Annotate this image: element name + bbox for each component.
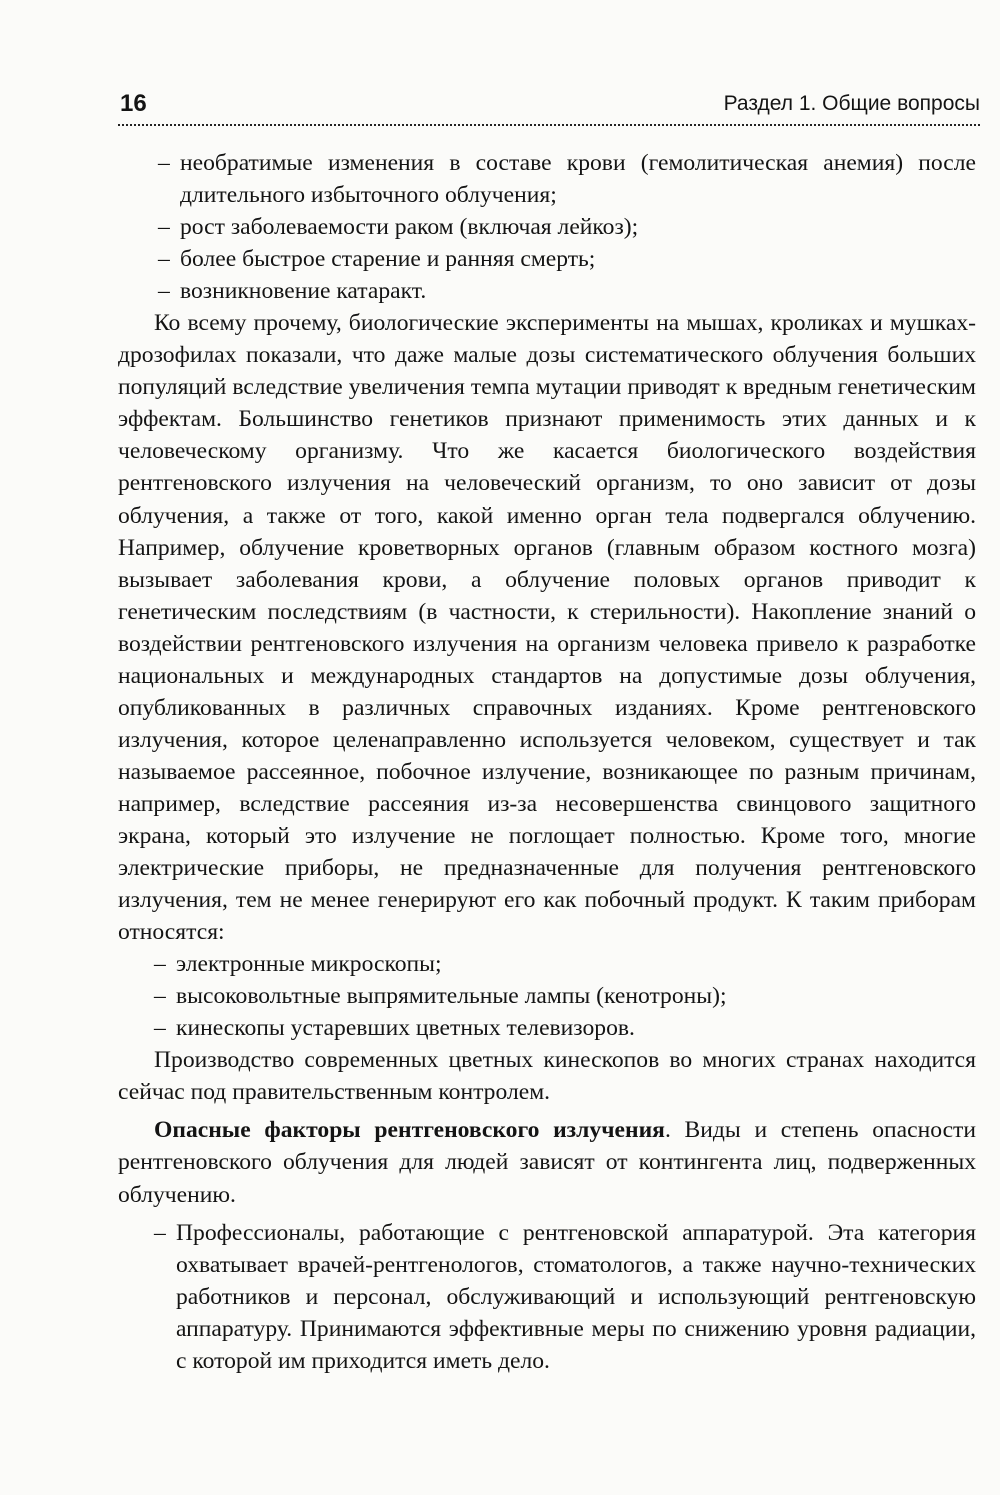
dash-marker: – [158,246,170,273]
list-item [118,211,976,243]
list-item-text: Профессионалы, работающие с рентгеновской аппаратурой. Эта категория охватывает врачей-рентгенологов, стоматологов, а также научно-технических работников и персонал, обслуживающий и использующий рентгеновскую аппаратуру. Принимаются эффективные меры по снижению уровня радиации, с которой им приходится иметь дело. [176,1219,976,1374]
paragraph-kinescope-control: Производство современных цветных кинескопов во многих странах находится сейчас под правительственным контролем. [118,1047,976,1106]
dash-marker: – [158,214,170,241]
list-item-text: возникновение катаракт. [180,278,427,305]
list-item-text: кинескопы устаревших цветных телевизоров. [176,1015,635,1042]
list-item-text: рост заболеваемости раком (включая лейкоз); [180,214,639,241]
exposure-groups-list [118,1217,976,1377]
consequences-list [118,147,976,307]
list-item-text: необратимые изменения в составе крови (гемолитическая анемия) после длительного избыточного облучения; [180,150,976,209]
dash-marker: – [154,1219,166,1246]
devices-list [118,948,976,1044]
dash-marker: – [158,150,170,176]
bold-term: Опасные факторы рентгеновского излучения [154,1117,665,1144]
dash-marker: – [154,1015,166,1042]
dash-marker: – [158,278,170,305]
list-item [118,275,976,307]
page-number: 16 [120,90,147,117]
list-item [118,243,976,275]
body-text [118,147,976,1377]
running-head [118,86,980,126]
section-title: Раздел 1. Общие вопросы [723,92,980,115]
list-item-text: электронные микроскопы; [176,951,442,978]
list-item-text: более быстрое старение и ранняя смерть; [180,246,596,273]
dash-marker: – [154,983,166,1010]
list-item [118,147,976,211]
paragraph-hazard-factors [118,1114,976,1210]
list-item [118,1012,976,1044]
dash-marker: – [154,951,166,978]
list-item-text: высоковольтные выпрямительные лампы (кенотроны); [176,983,727,1010]
list-item [118,948,976,980]
list-item [118,980,976,1012]
paragraph-hazard-text: . Виды и степень опасности рентгеновского облучения для людей зависят от контингента лиц, подверженных облучению. [118,1117,976,1208]
paragraph-biological-effects: Ко всему прочему, биологические эксперименты на мышах, кроликах и мушках-дрозофилах показали, что даже малые дозы систематического облучения больших популяций вследствие увеличения темпа мутации приводят к вредным генетическим эффектам. Большинство генетиков признают применимость этих данных и к человеческому организму. Что же касается биологического воздействия рентгеновского излучения на человеческий организм, то оно зависит от дозы облучения, а также от того, какой именно орган тела подвергался облучению. Например, облучение кроветворных органов (главным образом костного мозга) вызывает заболевания крови, а облучение половых органов приводит к генетическим последствиям (в частности, к стерильности). Накопление знаний о воздействии рентгеновского излучения на организм человека привело к разработке национальных и международных стандартов на допустимые дозы облучения, опубликованных в различных справочных изданиях. Кроме рентгеновского излучения, которое целенаправленно используется человеком, существует и так называемое рассеянное, побочное излучение, возникающее по разным причинам, например, вследствие рассеяния из-за несовершенства свинцового защитного экрана, который это излучение не поглощает полностью. Кроме того, многие электрические приборы, не предназначенные для получения рентгеновского излучения, тем не менее генерируют его как побочный продукт. К таким приборам относятся: [118,310,976,946]
list-item [118,1217,976,1377]
